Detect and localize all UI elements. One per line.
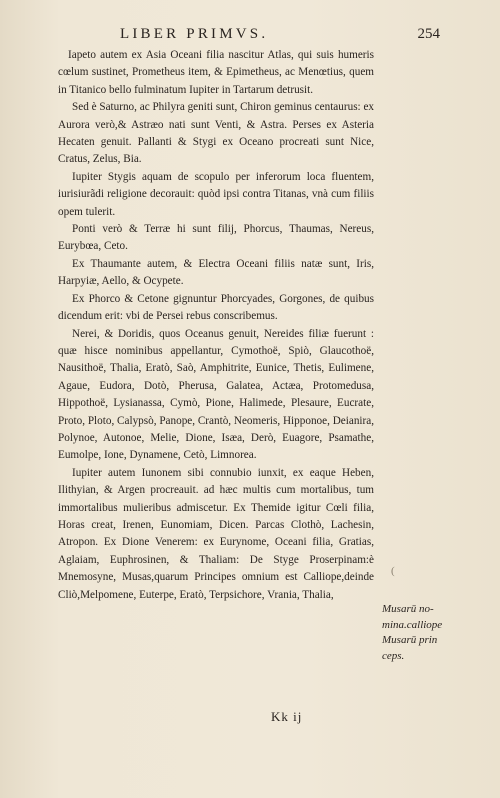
paragraph: Iapeto autem ex Asia Oceani filia nascitur Atlas, qui suis humeris cœlum sustinet, Prometheus item, & Epimetheus, ac Menœtius, quem in Titanico bello fulminatum Iupiter in Tartarum detrusit.	[58, 49, 374, 96]
paragraph: Ex Thaumante autem, & Electra Oceani filiis natæ sunt, Iris, Harpyiæ, Aello, & Ocypete.	[58, 257, 374, 288]
paragraph: Ex Phorco & Cetone gignuntur Phorcyades, Gorgones, de quibus dicendum erit: vbi de Persei rebus conscribemus.	[58, 292, 374, 323]
running-head: LIBER PRIMVS.	[120, 26, 269, 42]
body-text	[58, 47, 374, 604]
margin-note-line: Musarū no-	[382, 603, 434, 615]
paragraph: Iupiter autem Iunonem sibi connubio iunxit, ex eaque Heben, Ilithyian, & Argen procreauit. ad hæc multis cum mortalibus, tum immortalibus mulieribus admiscetur. Ex Themide igitur Cœli filia, Horas creat, Irenen, Eunomiam, Dicen. Parcas Clothò, Lachesin, Atropon. Ex Dione Venerem: ex Eurynome, Oceani filia, Gratias, Aglaiam, Euphrosinen, & Thaliam: De Styge Proserpinam:è Mnemosyne, Musas,quarum Principes omnium est Calliope,deinde Cliò,Melpomene, Euterpe, Eratò, Terpsichore, Vrania, Thalia,	[58, 466, 374, 601]
margin-note-line: Musarū prin	[382, 634, 438, 646]
margin-mark: (	[391, 565, 395, 577]
margin-note-line: ceps.	[382, 649, 405, 662]
paragraph: Iupiter Stygis aquam de scopulo per inferorum loca fluentem, iurisiurãdi religione decorauit: quòd ipsi contra Titanas, vnà cum filiis opem tulerit.	[58, 170, 374, 218]
page-header	[110, 26, 440, 46]
margin-note	[382, 602, 482, 664]
paragraph: Ponti verò & Terræ hi sunt filij, Phorcus, Thaumas, Nereus, Eurybœa, Ceto.	[58, 223, 374, 253]
paragraph: Sed è Saturno, ac Philyra geniti sunt, Chiron geminus centaurus: ex Aurora verò,& Astræo nati sunt Venti, & Astra. Perses ex Asteria Hecaten genuit. Pallanti & Stygi ex Oceano procreati sunt Nice, Cratus, Zelus, Bia.	[58, 101, 375, 166]
page-number: 254	[417, 26, 440, 42]
catchword: Kk ij	[271, 709, 303, 724]
margin-note-line: mina.calliope	[382, 618, 443, 631]
paragraph: Nerei, & Doridis, quos Oceanus genuit, Nereides filiæ fuerunt : quæ hisce nominibus appellantur, Cymothoë, Spiò, Glaucothoë, Nausithoë, Thalia, Eratò, Saò, Amphitrite, Eunice, Thetis, Eulimene, Agaue, Eudora, Dotò, Pherusa, Galatea, Actæa, Protomedusa, Hippothoë, Lysianassa, Cymò, Pione, Halimede, Plesaure, Eucrate, Proto, Ploto, Calypsò, Panope, Crantò, Neomeris, Hipponoe, Deianira, Polynoe, Autonoe, Melie, Dione, Isæa, Derò, Euagore, Psamathe, Eumolpe, Ione, Dynamene, Cetò, Limnorea.	[58, 327, 375, 462]
